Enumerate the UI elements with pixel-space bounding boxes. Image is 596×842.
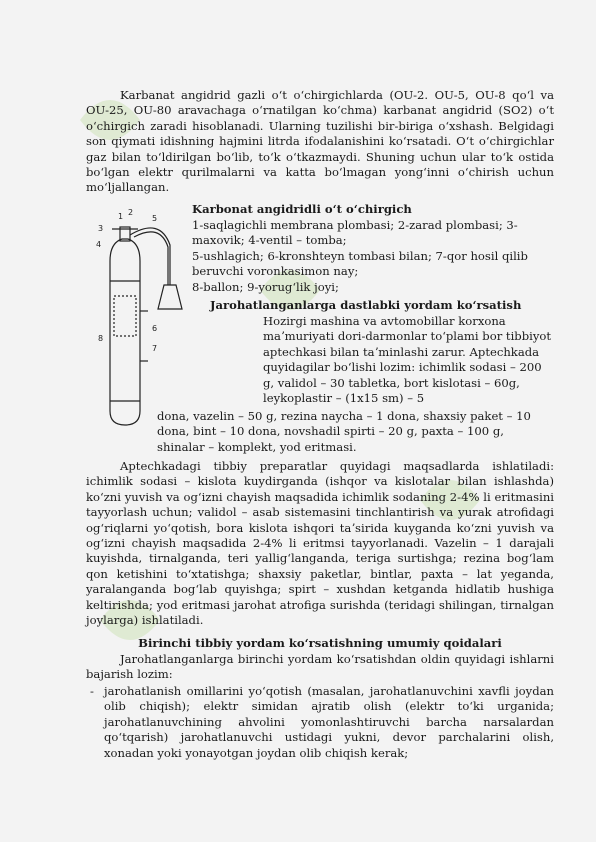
list-item-text: jarohatlanish omillarini yoʻqotish (masalan, jarohatlanuvchini xavfli joydan olib chiqish); elektr simidan ajratib olish (elektr toʻki urganida; jarohatlanuvchining ahvolini yomonlashtiruvchi barcha narsalardan qoʻtqarish) jarohatlanuvchi ustidagi yukni, devor parchalarini olish, xonadan yoki yonayotgan joydan olib chiqish kerak; [104, 684, 554, 760]
list-item [86, 684, 554, 761]
legend-line: 1-saqlagichli membrana plombasi; 2-zarad plombasi; 3-maxovik; 4-ventil – tomba; [192, 218, 518, 248]
fire-extinguisher-drawing [92, 201, 192, 441]
figure-title: Karbonat angidridli oʻt oʻchirgich [192, 202, 412, 216]
figure-label-3: 3 [98, 224, 104, 233]
legend-line: 5-ushlagich; 6-kronshteyn tombasi bilan; 7-qor hosil qilib beruvchi voronkasimon nay; [192, 248, 528, 279]
figure-label-2: 2 [128, 208, 134, 217]
first-aid-paragraph: Hozirgi mashina va avtomobillar korxona maʼmuriyati dori-darmonlar toʻplami bor tibbiyot aptechkasi bilan taʼminlashi zarur. Aptechkada quyidagilar boʻlishi lozim: ichimlik sodasi – 200 g, validol – 30 tabletka, bort kislotasi – 60g, leykoplastir – (1x15 sm) – 5 [263, 314, 552, 406]
figure-label-1: 1 [118, 212, 124, 221]
legend-line: 8-ballon; 9-yorugʻlik joyi; [192, 279, 339, 294]
usage-paragraph: Aptechkadagi tibbiy preparatlar quyidagi maqsadlarda ishlatiladi: ichimlik sodasi – kislota kuydirganda (ishqor va kislotalar bilan ishlashda) koʻzni yuvish va ogʻizni chayish maqsadida ichimlik sodaning 2-4% li eritmasini tayyorlash uchun; validol – asab sistemasini tinchlantirish va yurak atrofidagi ogʻriqlarni yoʻqotish, bora kislota ishqori taʼsirida kuyganda koʻzni yuvish va ogʻizni chayish maqsadida 2-4% li eritmsi tayyorlanadi. Vazelin – 1 darajali kuyishda, tirnalganda, teri yalligʻlanganda, teriga surtishga; rezina bogʻlam qon ketishini toʻxtatishga; shaxsiy paketlar, bintlar, paxta – lat yeganda, yaralanganda bogʻlab quyishga; spirt – xushdan ketganda hidlatib hushiga keltirishda; yod eritmasi jarohat atrofiga surishda (teridagi shilingan, tirnalgan joylarga) ishlatiladi. [86, 459, 554, 628]
intro-paragraph: Karbanat angidrid gazli oʻt oʻchirgichlarda (OU-2. OU-5, OU-8 qoʻl va OU-25, OU-80 aravachaga oʻrnatilgan koʻchma) karbanat angidrid (SO2) oʻt oʻchirgich zaradi hisoblanadi. Ularning tuzilishi bir-biriga oʻxshash. Belgidagi son qiymati idishning hajmini litrda ifodalanishini koʻrsatadi. Oʻt oʻchirgichlar gaz bilan toʻldirilgan boʻlib, toʻk oʻtkazmaydi. Shuning uchun ular toʻk ostida boʻlgan elektr qurilmalarni va katta boʻlmagan yongʻinni oʻchirish uchun moʻljallangan. [86, 88, 554, 195]
figure-legend [192, 218, 547, 295]
figure-label-8: 8 [98, 334, 104, 343]
figure-label-5: 5 [152, 214, 158, 223]
first-aid-heading: Jarohatlanganlarga dastlabki yordam koʻrsatish [210, 298, 522, 312]
fire-extinguisher-figure [92, 201, 192, 441]
figure-label-6: 6 [152, 324, 158, 333]
rules-list [86, 684, 554, 761]
figure-label-7: 7 [152, 344, 158, 353]
rules-intro: Jarohatlanganlarga birinchi yordam koʻrsatishdan oldin quyidagi ishlarni bajarish lozim: [86, 652, 554, 682]
rules-heading: Birinchi tibbiy yordam koʻrsatishning umumiy qoidalari [138, 636, 502, 650]
first-aid-continuation: dona, vazelin – 50 g, rezina naycha – 1 dona, shaxsiy paket – 10 dona, bint – 10 dona, novshadil spirti – 20 g, paxta – 100 g, shinalar – komplekt, yod eritmasi. [157, 409, 531, 454]
list-marker: - [90, 684, 94, 698]
figure-label-4: 4 [96, 240, 102, 249]
